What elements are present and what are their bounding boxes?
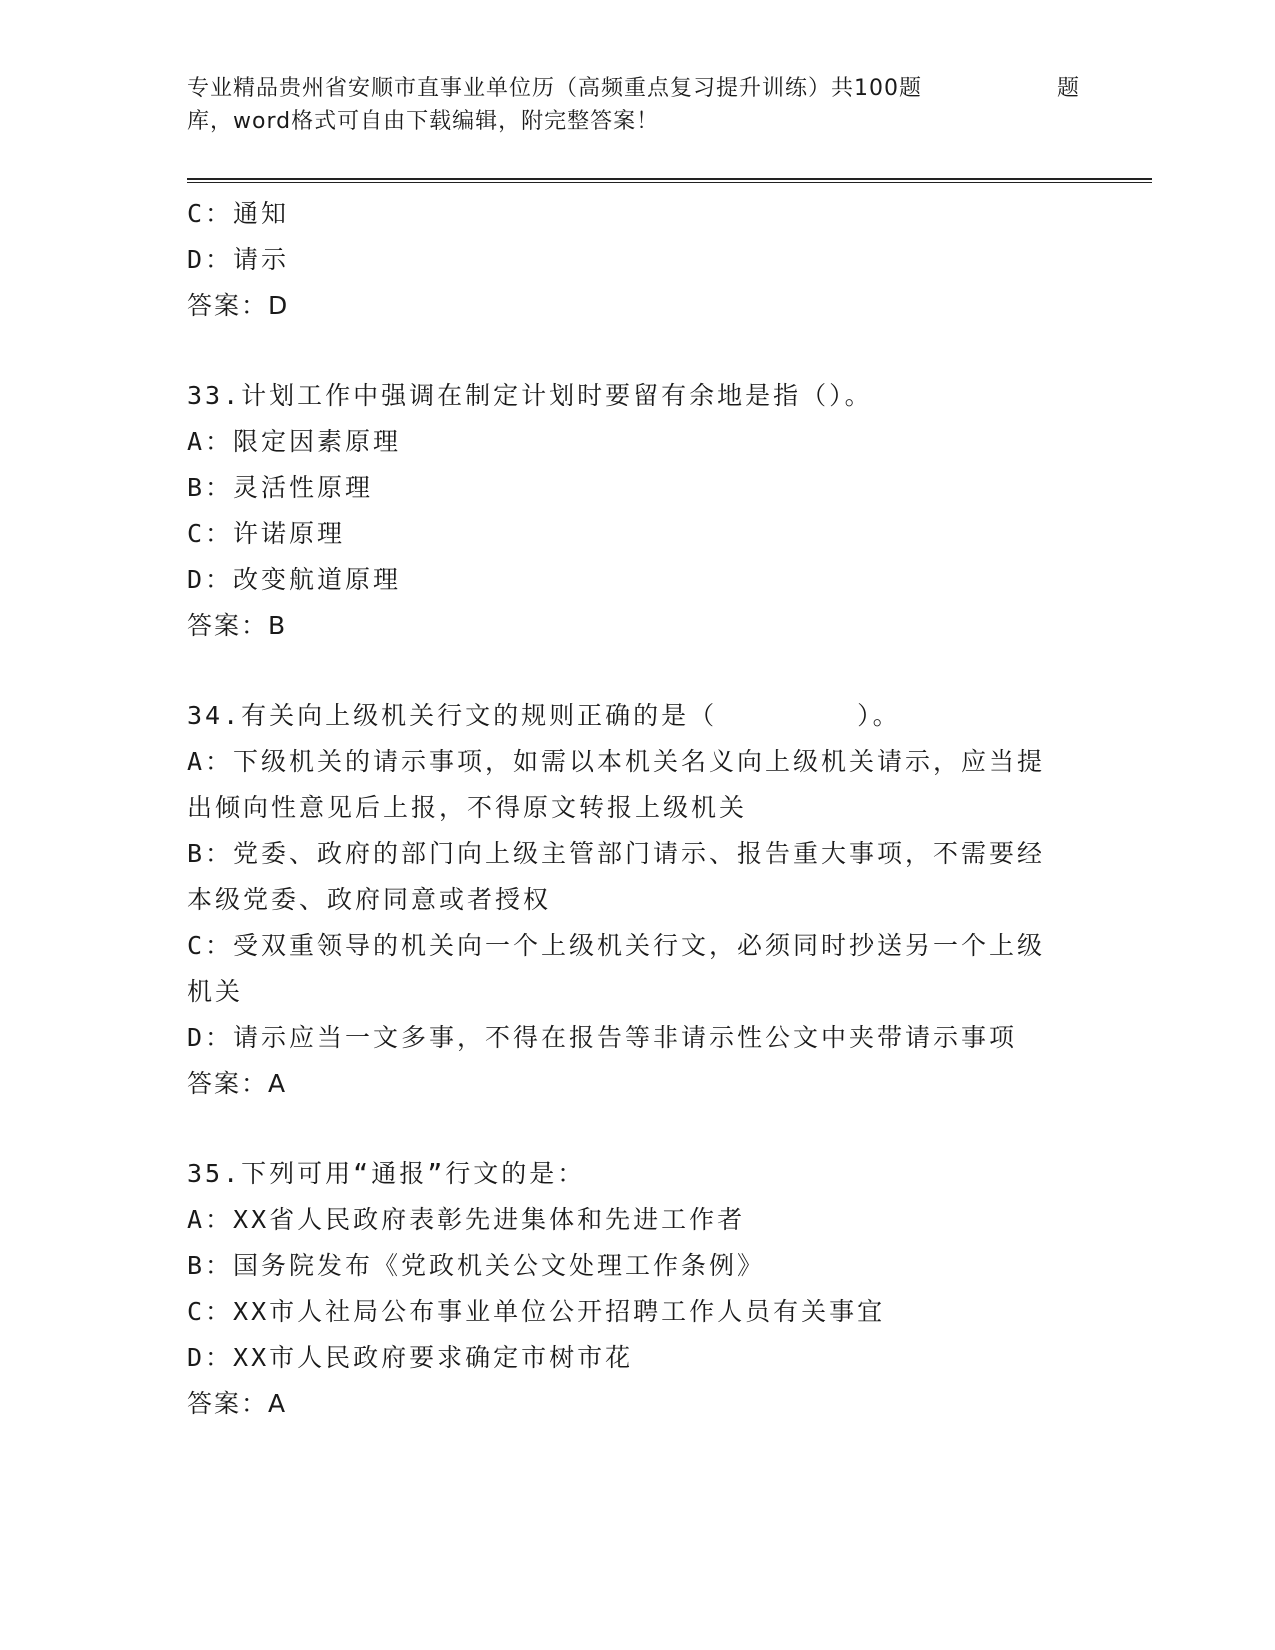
option-a: A：XX省人民政府表彰先进集体和先进工作者 xyxy=(187,1205,746,1234)
option-d: D：改变航道原理 xyxy=(187,565,402,594)
option-c-line-2: 机关 xyxy=(187,977,244,1006)
question-33 xyxy=(187,373,1087,649)
header-line-1 xyxy=(187,72,1087,105)
previous-question-tail xyxy=(187,191,1087,329)
header-title-text: 专业精品贵州省安顺市直事业单位历（高频重点复习提升训练）共100题 xyxy=(187,76,922,101)
option-b: B：灵活性原理 xyxy=(187,473,374,502)
option-d: D：请示应当一文多事，不得在报告等非请示性公文中夹带请示事项 xyxy=(187,1023,1018,1052)
question-34 xyxy=(187,693,1087,1107)
option-c: C：通知 xyxy=(187,199,290,228)
question-text: 35.下列可用“通报”行文的是： xyxy=(187,1159,586,1188)
option-c: C：许诺原理 xyxy=(187,519,346,548)
header-divider-thick xyxy=(187,178,1152,180)
answer-line: 答案：A xyxy=(187,1389,288,1418)
question-text: 34.有关向上级机关行文的规则正确的是（ ）。 xyxy=(187,701,901,730)
option-d: D：XX市人民政府要求确定市树市花 xyxy=(187,1343,634,1372)
question-35 xyxy=(187,1151,1087,1427)
answer-line: 答案：D xyxy=(187,291,290,320)
option-c: C：XX市人社局公布事业单位公开招聘工作人员有关事宜 xyxy=(187,1297,886,1326)
question-content xyxy=(187,191,1087,1427)
option-b-line-2: 本级党委、政府同意或者授权 xyxy=(187,885,552,914)
option-d: D：请示 xyxy=(187,245,290,274)
spacer xyxy=(187,1107,1087,1151)
header-line-2: 库，word格式可自由下载编辑，附完整答案！ xyxy=(187,109,660,134)
spacer xyxy=(187,329,1087,373)
option-a-line-2: 出倾向性意见后上报，不得原文转报上级机关 xyxy=(187,793,748,822)
option-a: A：限定因素原理 xyxy=(187,427,402,456)
option-b-line-1: B：党委、政府的部门向上级主管部门请示、报告重大事项，不需要经 xyxy=(187,839,1046,868)
answer-line: 答案：B xyxy=(187,611,288,640)
header-divider-thin xyxy=(187,182,1152,183)
question-text: 33.计划工作中强调在制定计划时要留有余地是指（）。 xyxy=(187,381,873,410)
option-c-line-1: C：受双重领导的机关向一个上级机关行文，必须同时抄送另一个上级 xyxy=(187,931,1046,960)
option-a-line-1: A：下级机关的请示事项，如需以本机关名义向上级机关请示，应当提 xyxy=(187,747,1046,776)
document-header xyxy=(187,72,1087,138)
option-b: B：国务院发布《党政机关公文处理工作条例》 xyxy=(187,1251,766,1280)
header-title-tail: 题 xyxy=(1057,76,1081,101)
spacer xyxy=(187,649,1087,693)
answer-line: 答案：A xyxy=(187,1069,288,1098)
